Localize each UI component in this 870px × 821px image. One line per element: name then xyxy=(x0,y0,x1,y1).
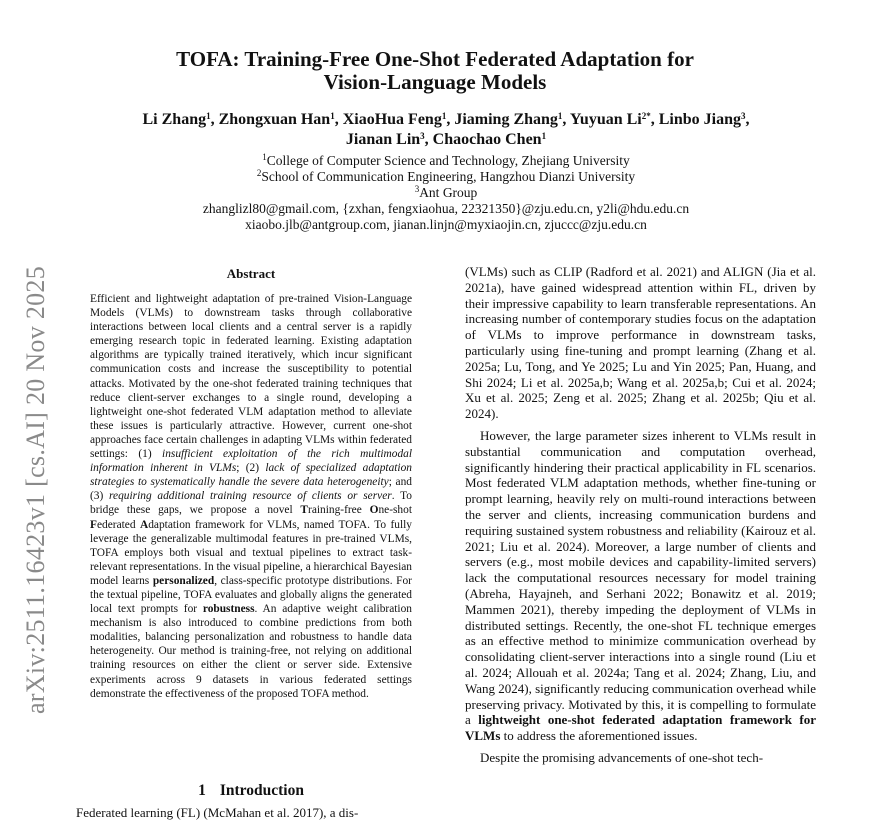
title-line-2: Vision-Language Models xyxy=(323,70,547,94)
author: Linbo Jiang$^3$, xyxy=(658,111,750,128)
affiliation: $^1$College of Computer Science and Technology, Zhejiang University xyxy=(262,152,630,168)
affiliation: $^3$Ant Group xyxy=(414,184,478,200)
author: Yuyuan $Li^{2*}$, xyxy=(569,111,659,128)
email-line-1: zhanglizl80@gmail.com, {zxhan, fengxiaohua, 22321350}@zju.edu.cn, y2li@hdu.edu.cn xyxy=(202,201,690,216)
body-paragraph: Despite the promising advancements of one-shot tech- xyxy=(480,749,764,765)
title-line-1: TOFA: Training-Free One-Shot Federated Adaptation for xyxy=(176,47,694,71)
author: Zhongxuan Han$^1$, xyxy=(218,111,343,128)
affiliations xyxy=(80,153,812,233)
intro-first-line: Federated learning (FL) (McMahan et al. 2017), a dis- xyxy=(76,805,359,820)
arxiv-watermark: arXiv:2511.16423v1 [cs.AI] 20 Nov 2025 xyxy=(21,265,50,715)
author-list xyxy=(80,110,812,150)
author: Jiaming Zhang$^1$, xyxy=(454,111,570,128)
body-paragraph: However, the large parameter sizes inherent to VLMs result in substantial communication and computation overhead, significantly hindering their practical applicability in FL scenarios. Most federated VLM adaptation methods, whether fine-tuning or prompt learning, heavily rely on multi-round interactions between the server and clients, increasing communication burdens and requiring sustained system robustness and reliability (Kairouz et al. 2021; Liu et al. 2024). Moreover, a large number of clients and servers (e.g., most mobile devices and capability-limited servers) lack the computational resources necessary for model training (Abreha, Hayajneh, and Serhani 2022; Bonawitz et al. 2019; Mammen 2021), thereby impeding the deployment of VLMs in distributed settings. Recently, the one-shot FL technique emerges as an effective method to minimize communication overhead by consolidating client-server interactions into a single round (Liu et al. 2024; Allouah et al. 2024a; Tang et al. 2024; Zhang, Liu, and Wang 2024), significantly reducing communication overhead while preserving privacy. Motivated by this, it is compelling to formulate a lightweight one-shot federated adaptation framework for VLMs to address the aforementioned issues. xyxy=(465,427,816,744)
abstract-heading: Abstract xyxy=(226,266,276,281)
author: Jianan Lin$^3$, xyxy=(345,131,433,148)
author: Chaochao Chen$^1$ xyxy=(432,131,547,148)
author: Li Zhang$^1$, xyxy=(142,111,219,128)
body-paragraph: (VLMs) such as CLIP (Radford et al. 2021) and ALIGN (Jia et al. 2021a), have gained widespread attention within FL, driven by their impressive capability to learn transferable representations. An increasing number of contemporary studies focus on the adaptation of VLMs to improve performance in downstream tasks, particularly using fine-tuning and prompt learning (Zhang et al. 2025a; Lu, Tong, and Ye 2025; Lu and Yin 2025; Pan, Huang, and Shi 2024; Li et al. 2025a,b; Wang et al. 2025a,b; Cui et al. 2024; Xu et al. 2025; Zeng et al. 2025; Zhang et al. 2025b; Qiu et al. 2024). xyxy=(465,264,816,422)
right-column xyxy=(465,264,816,772)
abstract-body xyxy=(90,292,412,701)
section-heading-introduction: 1 Introduction xyxy=(198,782,304,799)
email-line-2: xiaobo.jlb@antgroup.com, jianan.linjn@myxiaojin.cn, zjuccc@zju.edu.cn xyxy=(245,217,647,232)
paper-title xyxy=(0,48,870,94)
affiliation: $^2$School of Communication Engineering, Hangzhou Dianzi University xyxy=(256,168,636,184)
abstract-paragraph: Efficient and lightweight adaptation of pre-trained Vision-Language Models (VLMs) to downstream tasks through collaborative interactions between local clients and a central server is a rapidly emerging research topic in federated learning. Existing adaptation algorithms are typically trained iteratively, which incur significant communication costs and increase the susceptibility to potential attacks. Motivated by the one-shot federated training techniques that reduce client-server exchanges to a single round, developing a lightweight one-shot federated VLM adaptation method to alleviate these issues is particularly attractive. However, current one-shot approaches face certain challenges in adapting VLMs within federated settings: (1) insufficient exploitation of the rich multimodal information inherent in VLMs; (2) lack of specialized adaptation strategies to systematically handle the severe data heterogeneity; and (3) requiring additional training resource of clients or server. To bridge these gaps, we propose a novel Training-free One-shot Federated Adaptation framework for VLMs, named TOFA. To fully leverage the generalizable multimodal features in pre-trained VLMs, TOFA employs both visual and textual pipelines to extract task-relevant representations. In the visual pipeline, a hierarchical Bayesian model learns personalized, class-specific prototype distributions. For the textual pipeline, TOFA evaluates and globally aligns the generated local text prompts for robustness. An adaptive weight calibration mechanism is also introduced to combine predictions from both modalities, balancing personalization and robustness to handle data heterogeneity. Our method is training-free, not relying on additional training resources on either the client or server side. Extensive experiments across 9 datasets in various federated settings demonstrate the effectiveness of the proposed TOFA method. xyxy=(90,293,412,700)
author: XiaoHua Feng$^1$, xyxy=(342,111,455,128)
